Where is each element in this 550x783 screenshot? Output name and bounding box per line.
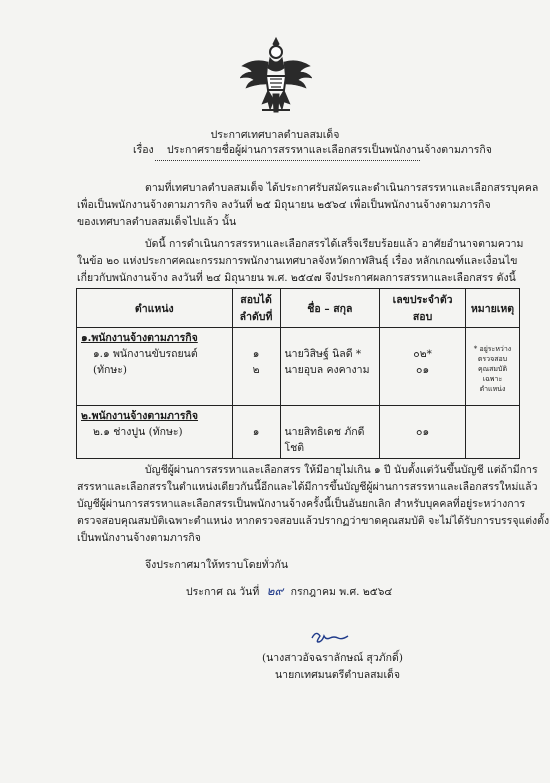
- person-name: นายวิสิษฐ์ นิลดี *: [284, 348, 362, 360]
- note-line: เฉพาะตำแหน่ง: [479, 375, 506, 393]
- exam-no-value: ๐๑: [416, 364, 430, 376]
- date-rest: กรกฎาคม พ.ศ. ๒๕๖๔: [290, 586, 393, 598]
- date-prefix: ประกาศ ณ วันที่: [186, 586, 260, 598]
- rank-value: ๑: [252, 426, 260, 438]
- rank-value: ๒: [252, 364, 260, 376]
- org-title: ประกาศเทศบาลตำบลสมเด็จ: [210, 129, 340, 141]
- position-cell: [77, 406, 233, 459]
- table-header-row: [77, 289, 520, 328]
- closing-line-2: สรรหาและเลือกสรรในตำแหน่งเดียวกันนี้อีกและได้มีการขึ้นบัญชีผู้ผ่านการสรรหาและเลือกสรรใหม่แล้ว: [77, 481, 538, 493]
- signatory-title: นายกเทศมนตรีตำบลสมเด็จ: [275, 669, 401, 681]
- signature-mark-icon: [308, 628, 354, 644]
- header-exam-no: เลขประจำตัวสอบ: [380, 289, 466, 328]
- subject-label: เรื่อง: [133, 144, 154, 156]
- signatory-name: (นางสาวอัจฉราลักษณ์ สุวภักดิ์): [262, 652, 403, 664]
- closing-line-3: บัญชีผู้ผ่านการสรรหาและเลือกสรรเป็นพนักงานจ้างครั้งนี้เป็นอันยกเลิก สำหรับบุคคลที่อยู่ระหว่างการ: [77, 498, 526, 510]
- name-cell: [280, 328, 380, 406]
- header-name: ชื่อ – สกุล: [280, 289, 380, 328]
- separator-dotted: [155, 160, 420, 161]
- announce-line: จึงประกาศมาให้ทราบโดยทั่วกัน: [145, 559, 289, 571]
- note-line: คุณสมบัติ: [477, 365, 508, 373]
- garuda-emblem-icon: [240, 36, 312, 118]
- header-rank: [232, 289, 280, 328]
- exam-no-value: ๐๑: [416, 426, 430, 438]
- intro-line-2: เพื่อเป็นพนักงานจ้างตามภารกิจ ลงวันที่ ๒๕ มิถุนายน ๒๕๖๔ เพื่อเป็นพนักงานจ้างตามภารกิจ: [77, 199, 491, 211]
- intro-line-1: ตามที่เทศบาลตำบลสมเด็จ ได้ประกาศรับสมัครและดำเนินการสรรหาและเลือกสรรบุคคล: [145, 182, 539, 194]
- header-rank-line-2: ลำดับที่: [239, 311, 273, 323]
- body-line-3: เกี่ยวกับพนักงานจ้าง ลงวันที่ ๒๔ มิถุนายน พ.ศ. ๒๕๔๗ จึงประกาศผลการสรรหาและเลือกสรร ดังนี้: [77, 272, 516, 284]
- header-rank-line-1: สอบได้: [240, 294, 272, 306]
- closing-line-1: บัญชีผู้ผ่านการสรรหาและเลือกสรร ให้มีอายุไม่เกิน ๑ ปี นับตั้งแต่วันขึ้นบัญชี แต่ถ้ามีการ: [145, 464, 538, 476]
- header-position: ตำแหน่ง: [77, 289, 233, 328]
- note-cell: [465, 328, 519, 406]
- person-name: นายอุบล คงคางาม: [284, 364, 370, 376]
- exam-no-value: ๐๒*: [413, 348, 432, 360]
- person-name: นายสิทธิเดช ภักดีโชติ: [284, 426, 365, 454]
- date-day: ๒๙: [266, 584, 284, 598]
- rank-value: ๑: [252, 348, 260, 360]
- table-row: [77, 406, 520, 459]
- position-name: ๒.๑ ช่างปูน (ทักษะ): [93, 426, 183, 438]
- group-title: ๒.พนักงานจ้างตามภารกิจ: [81, 410, 199, 422]
- name-cell: [280, 406, 380, 459]
- closing-line-5: เป็นพนักงานจ้างตามภารกิจ: [77, 532, 201, 544]
- position-name: ๑.๑ พนักงานขับรถยนต์ (ทักษะ): [93, 348, 198, 376]
- rank-cell: [232, 328, 280, 406]
- note-line: ตรวจสอบ: [477, 355, 508, 363]
- note-line: * อยู่ระหว่าง: [473, 345, 512, 353]
- body-line-2: ในข้อ ๒๐ แห่งประกาศคณะกรรมการพนักงานเทศบาลจังหวัดกาฬสินธุ์ เรื่อง หลักเกณฑ์และเงื่อนไข: [77, 255, 518, 267]
- position-cell: [77, 328, 233, 406]
- group-title: ๑.พนักงานจ้างตามภารกิจ: [81, 332, 198, 344]
- body-line-1: บัดนี้ การดำเนินการสรรหาและเลือกสรรได้เสร็จเรียบร้อยแล้ว อาศัยอำนาจตามความ: [145, 238, 524, 250]
- exam-no-cell: [380, 406, 466, 459]
- intro-line-3: ของเทศบาลตำบลสมเด็จไปแล้ว นั้น: [77, 216, 237, 228]
- closing-line-4: ตรวจสอบคุณสมบัติเฉพาะตำแหน่ง หากตรวจสอบแล้วปรากฏว่าขาดคุณสมบัติ จะไม่ได้รับการบรรจุแต่งตั้ง: [77, 515, 550, 527]
- rank-cell: [232, 406, 280, 459]
- subject-text: ประกาศรายชื่อผู้ผ่านการสรรหาและเลือกสรรเป็นพนักงานจ้างตามภารกิจ: [167, 144, 492, 156]
- date-line: [186, 583, 392, 601]
- results-table: [76, 288, 520, 459]
- note-cell: [465, 406, 519, 459]
- header-note: หมายเหตุ: [465, 289, 519, 328]
- subject-line: [133, 143, 492, 157]
- exam-no-cell: [380, 328, 466, 406]
- table-row: [77, 328, 520, 406]
